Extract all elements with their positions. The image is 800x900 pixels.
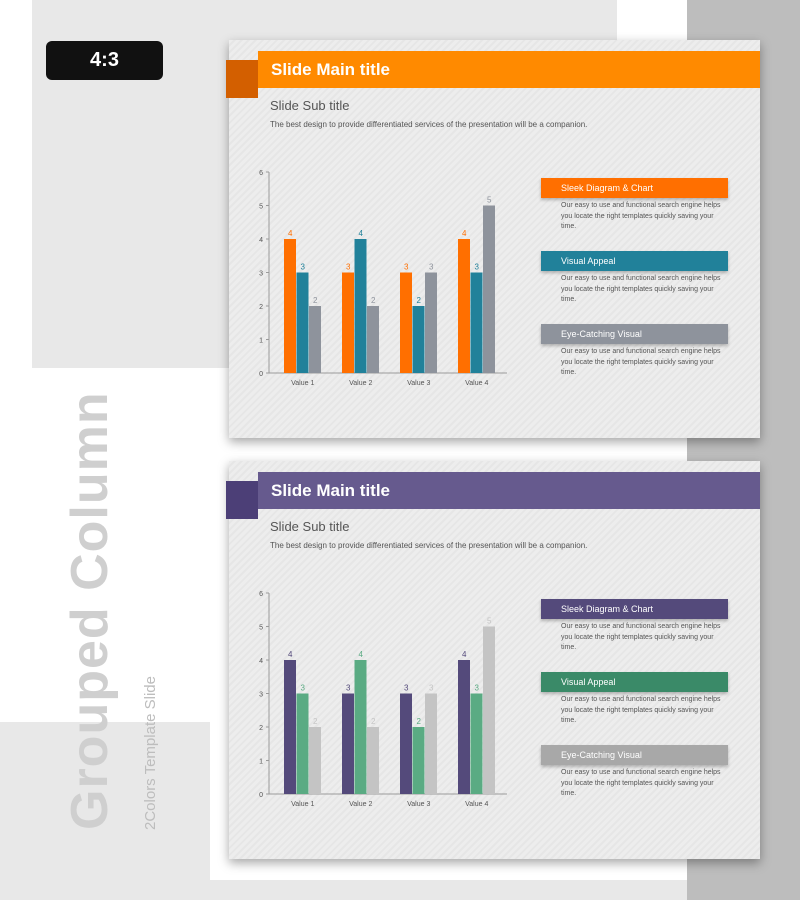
y-tick-label: 4: [259, 237, 263, 244]
bar: [425, 694, 437, 795]
category-label: Value 3: [407, 380, 431, 387]
legend-description: Our easy to use and functional search engine helps you locate the right templates quickly saving your time.: [561, 623, 721, 651]
y-tick-label: 6: [259, 591, 263, 598]
bar: [413, 727, 425, 794]
category-label: Value 4: [465, 801, 489, 808]
legend-label-bar: [541, 178, 728, 198]
bar: [367, 727, 379, 794]
data-label: 3: [474, 262, 479, 272]
bar: [413, 306, 425, 373]
y-tick-label: 5: [259, 203, 263, 211]
legend-item-3: [541, 745, 728, 800]
slide-title: Slide Main title: [271, 59, 391, 79]
bar: [400, 694, 412, 795]
slide-preview-2[interactable]: [229, 461, 760, 859]
side-subtitle: 2Colors Template Slide: [142, 676, 159, 830]
bar: [284, 239, 296, 373]
slide-title-bar: [258, 472, 760, 509]
data-label: 4: [358, 229, 363, 238]
grouped-column-chart: [259, 586, 519, 808]
legend-description: Our easy to use and functional search engine helps you locate the right templates quickly saving your time.: [561, 202, 721, 230]
bar: [284, 660, 296, 794]
legend-description: Our easy to use and functional search engine helps you locate the right templates quickly saving your time.: [561, 275, 721, 303]
bar: [309, 727, 321, 794]
category-label: Value 4: [465, 380, 489, 387]
bar: [342, 273, 354, 374]
data-label: 3: [474, 683, 479, 693]
y-tick-label: 2: [259, 725, 263, 732]
y-tick-label: 0: [259, 371, 263, 378]
data-label: 2: [371, 717, 376, 726]
data-label: 2: [371, 296, 376, 305]
data-label: 5: [487, 195, 492, 205]
legend-label-bar: [541, 672, 728, 692]
slide-description: The best design to provide differentiated services of the presentation will be a companion.: [270, 120, 588, 129]
bar: [458, 239, 470, 373]
data-label: 3: [404, 683, 409, 693]
legend-label-bar: [541, 251, 728, 271]
background-strip-bottom: [0, 880, 687, 900]
legend-item-2: [541, 251, 728, 306]
bar: [483, 627, 495, 795]
slide-title: Slide Main title: [271, 480, 391, 500]
legend-label: Visual Appeal: [561, 256, 616, 266]
bar: [400, 273, 412, 374]
bar: [297, 273, 309, 374]
legend-item-3: [541, 324, 728, 379]
bar: [355, 660, 367, 794]
legend-description: Our easy to use and functional search engine helps you locate the right templates quickly saving your time.: [561, 696, 721, 724]
legend-label: Eye-Catching Visual: [561, 329, 642, 339]
bar: [297, 694, 309, 795]
legend-description: Our easy to use and functional search engine helps you locate the right templates quickly saving your time.: [561, 348, 721, 376]
bar: [458, 660, 470, 794]
data-label: 2: [416, 717, 421, 726]
data-label: 2: [416, 296, 421, 305]
data-label: 5: [487, 616, 492, 626]
aspect-ratio-badge: 4:3: [46, 41, 163, 80]
title-tab-accent: [226, 481, 258, 519]
data-label: 3: [346, 683, 351, 693]
data-label: 3: [346, 262, 351, 272]
y-tick-label: 3: [259, 691, 263, 699]
bar: [355, 239, 367, 373]
background-gap: [617, 0, 687, 42]
y-tick-label: 0: [259, 792, 263, 799]
data-label: 2: [313, 717, 318, 726]
category-label: Value 2: [349, 380, 373, 387]
bar: [309, 306, 321, 373]
category-label: Value 2: [349, 801, 373, 808]
title-tab-accent: [226, 60, 258, 98]
data-label: 4: [288, 650, 293, 659]
y-tick-label: 2: [259, 304, 263, 311]
legend-item-1: [541, 178, 728, 233]
data-label: 4: [462, 229, 467, 238]
bar: [471, 694, 483, 795]
side-title: Grouped Column: [61, 391, 119, 830]
bar: [483, 206, 495, 374]
slide-preview-1[interactable]: [229, 40, 760, 438]
data-label: 2: [313, 296, 318, 305]
legend-item-2: [541, 672, 728, 727]
data-label: 3: [429, 262, 434, 272]
y-tick-label: 6: [259, 170, 263, 177]
legend-description: Our easy to use and functional search engine helps you locate the right templates quickly saving your time.: [561, 769, 721, 797]
slide-subtitle: Slide Sub title: [270, 98, 350, 113]
category-label: Value 1: [291, 801, 315, 808]
legend-label: Visual Appeal: [561, 677, 616, 687]
grouped-column-chart: [259, 165, 519, 387]
bar: [367, 306, 379, 373]
y-tick-label: 3: [259, 270, 263, 278]
bar: [425, 273, 437, 374]
legend-label-bar: [541, 599, 728, 619]
legend-label: Eye-Catching Visual: [561, 750, 642, 760]
y-tick-label: 1: [259, 758, 263, 766]
data-label: 4: [288, 229, 293, 238]
legend-label: Sleek Diagram & Chart: [561, 604, 654, 614]
legend-label-bar: [541, 745, 728, 765]
data-label: 3: [429, 683, 434, 693]
category-label: Value 3: [407, 801, 431, 808]
data-label: 3: [300, 262, 305, 272]
y-tick-label: 1: [259, 337, 263, 345]
legend-label-bar: [541, 324, 728, 344]
legend-item-1: [541, 599, 728, 654]
slide-subtitle: Slide Sub title: [270, 519, 350, 534]
data-label: 3: [300, 683, 305, 693]
bar: [471, 273, 483, 374]
y-tick-label: 4: [259, 658, 263, 665]
legend-label: Sleek Diagram & Chart: [561, 183, 654, 193]
category-label: Value 1: [291, 380, 315, 387]
data-label: 3: [404, 262, 409, 272]
data-label: 4: [462, 650, 467, 659]
bar: [342, 694, 354, 795]
y-tick-label: 5: [259, 624, 263, 632]
data-label: 4: [358, 650, 363, 659]
slide-title-bar: [258, 51, 760, 88]
slide-description: The best design to provide differentiated services of the presentation will be a companion.: [270, 541, 588, 550]
